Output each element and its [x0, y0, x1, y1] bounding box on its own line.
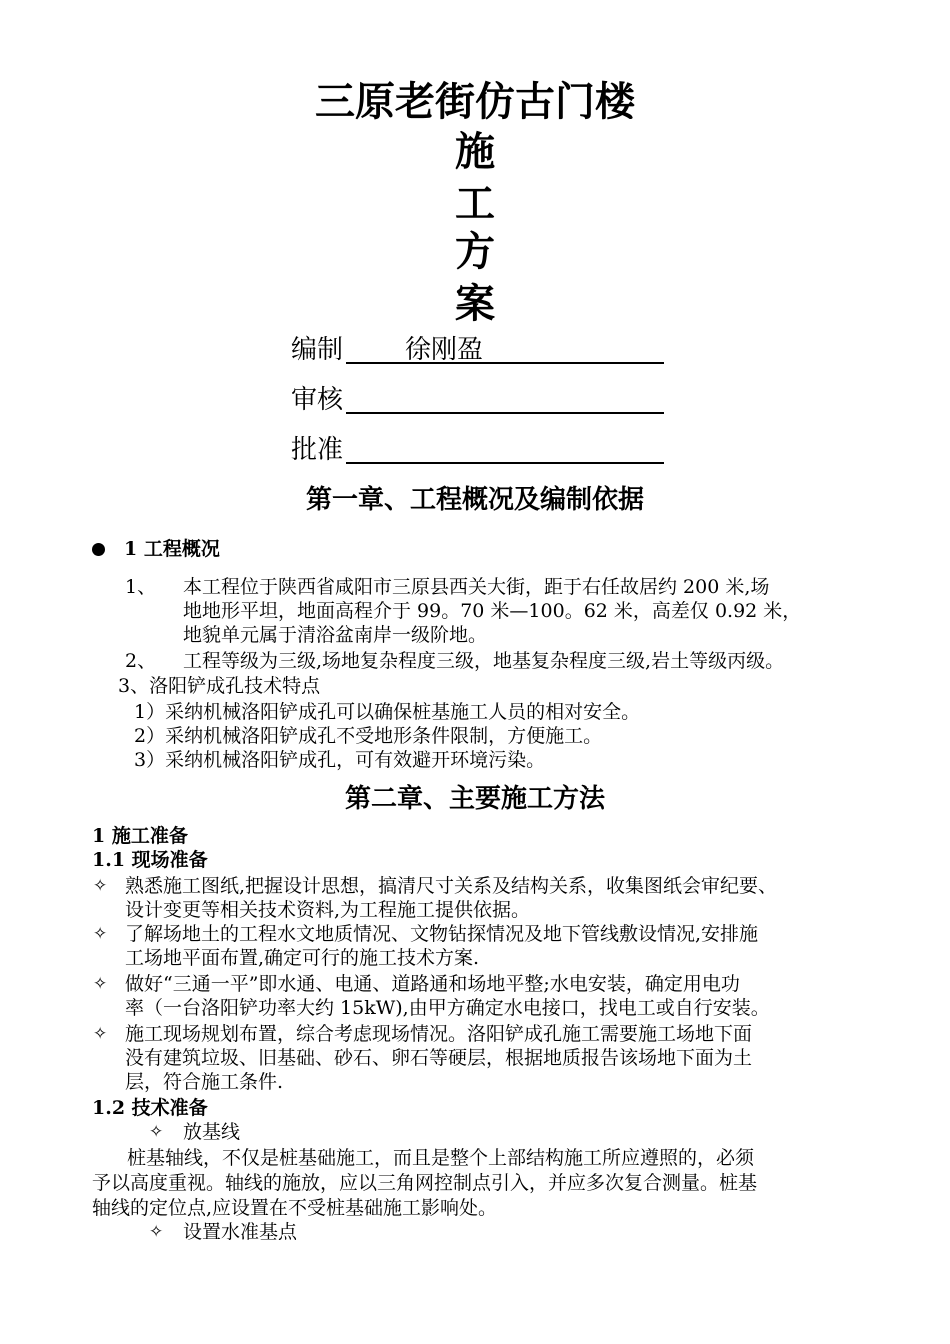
signoff-line-reviewed [346, 412, 664, 414]
bullet-icon [92, 543, 105, 556]
title-char-2: 工 [455, 180, 495, 227]
site-item-line: 率（一台洛阳铲功率大约 15kW),由甲方确定水电接口，找电工或自行安装。 [125, 997, 770, 1019]
item-1-line: 本工程位于陕西省咸阳市三原县西关大街，距于右任故居约 200 米,场 [183, 576, 770, 598]
chapter-1-heading: 第一章、工程概况及编制依据 [305, 485, 644, 515]
item-2-number: 2、 [125, 650, 157, 672]
document-title: 三原老街仿古门楼 [315, 78, 635, 125]
section-1-1-heading: 1.1 现场准备 [92, 849, 208, 871]
item-3-title: 3、洛阳铲成孔技术特点 [118, 675, 321, 697]
star-icon: ✧ [93, 1024, 108, 1044]
section-1-2-heading: 1.2 技术准备 [92, 1097, 208, 1119]
sub-item: 3）采纳机械洛阳铲成孔，可有效避开环境污染。 [134, 749, 546, 771]
tech-item-benchmark: 设置水准基点 [183, 1221, 298, 1243]
site-item-line: 没有建筑垃圾、旧基础、砂石、卵石等硬层，根据地质报告该场地下面为土 [125, 1047, 753, 1069]
site-item-line: 设计变更等相关技术资料,为工程施工提供依据。 [125, 899, 531, 921]
star-icon: ✧ [149, 1222, 164, 1242]
site-item-line: 层，符合施工条件. [125, 1071, 284, 1093]
tech-para-line: 轴线的定位点,应设置在不受桩基础施工影响处。 [92, 1197, 498, 1219]
section-1-heading: 1 工程概况 [124, 538, 220, 560]
star-icon: ✧ [93, 924, 108, 944]
tech-para-line: 桩基轴线，不仅是桩基础施工，而且是整个上部结构施工所应遵照的，必须 [127, 1147, 755, 1169]
tech-item-baseline: 放基线 [183, 1121, 241, 1143]
title-char-3: 方 [455, 228, 495, 275]
title-char-1: 施 [455, 128, 495, 175]
star-icon: ✧ [93, 974, 108, 994]
site-item-line: 施工现场规划布置，综合考虑现场情况。洛阳铲成孔施工需要施工场地下面 [125, 1023, 753, 1045]
signoff-label-compiled: 编制 [291, 335, 344, 365]
star-icon: ✧ [149, 1122, 164, 1142]
signoff-label-reviewed: 审核 [291, 385, 344, 415]
item-1-line: 地貌单元属于清浴盆南岸一级阶地。 [183, 624, 488, 646]
site-item-line: 工场地平面布置,确定可行的施工技术方案. [125, 947, 480, 969]
signoff-line-compiled [346, 362, 664, 364]
site-item-line: 熟悉施工图纸,把握设计思想，搞清尺寸关系及结构关系，收集图纸会审纪要、 [125, 875, 778, 897]
signoff-value-compiled: 徐刚盈 [405, 335, 484, 365]
sub-item: 2）采纳机械洛阳铲成孔不受地形条件限制，方便施工。 [134, 725, 603, 747]
sub-item: 1）采纳机械洛阳铲成孔可以确保桩基施工人员的相对安全。 [134, 701, 641, 723]
site-item-line: 做好“三通一平”即水通、电通、道路通和场地平整;水电安装，确定用电功 [125, 973, 740, 995]
title-char-4: 案 [455, 280, 495, 327]
chapter-2-heading: 第二章、主要施工方法 [344, 784, 605, 814]
signoff-label-approved: 批准 [291, 435, 344, 465]
signoff-line-approved [346, 462, 664, 464]
tech-para-line: 予以高度重视。轴线的施放，应以三角网控制点引入，并应多次复合测量。桩基 [92, 1172, 758, 1194]
item-2-line: 工程等级为三级,场地复杂程度三级，地基复杂程度三级,岩土等级丙级。 [183, 650, 785, 672]
item-1-number: 1、 [125, 576, 157, 598]
site-item-line: 了解场地土的工程水文地质情况、文物钻探情况及地下管线敷设情况,安排施 [125, 923, 759, 945]
section-1-prep-heading: 1 施工准备 [92, 825, 188, 847]
star-icon: ✧ [93, 876, 108, 896]
item-1-line: 地地形平坦，地面高程介于 99。70 米—100。62 米，高差仅 0.92 米， [183, 600, 802, 622]
